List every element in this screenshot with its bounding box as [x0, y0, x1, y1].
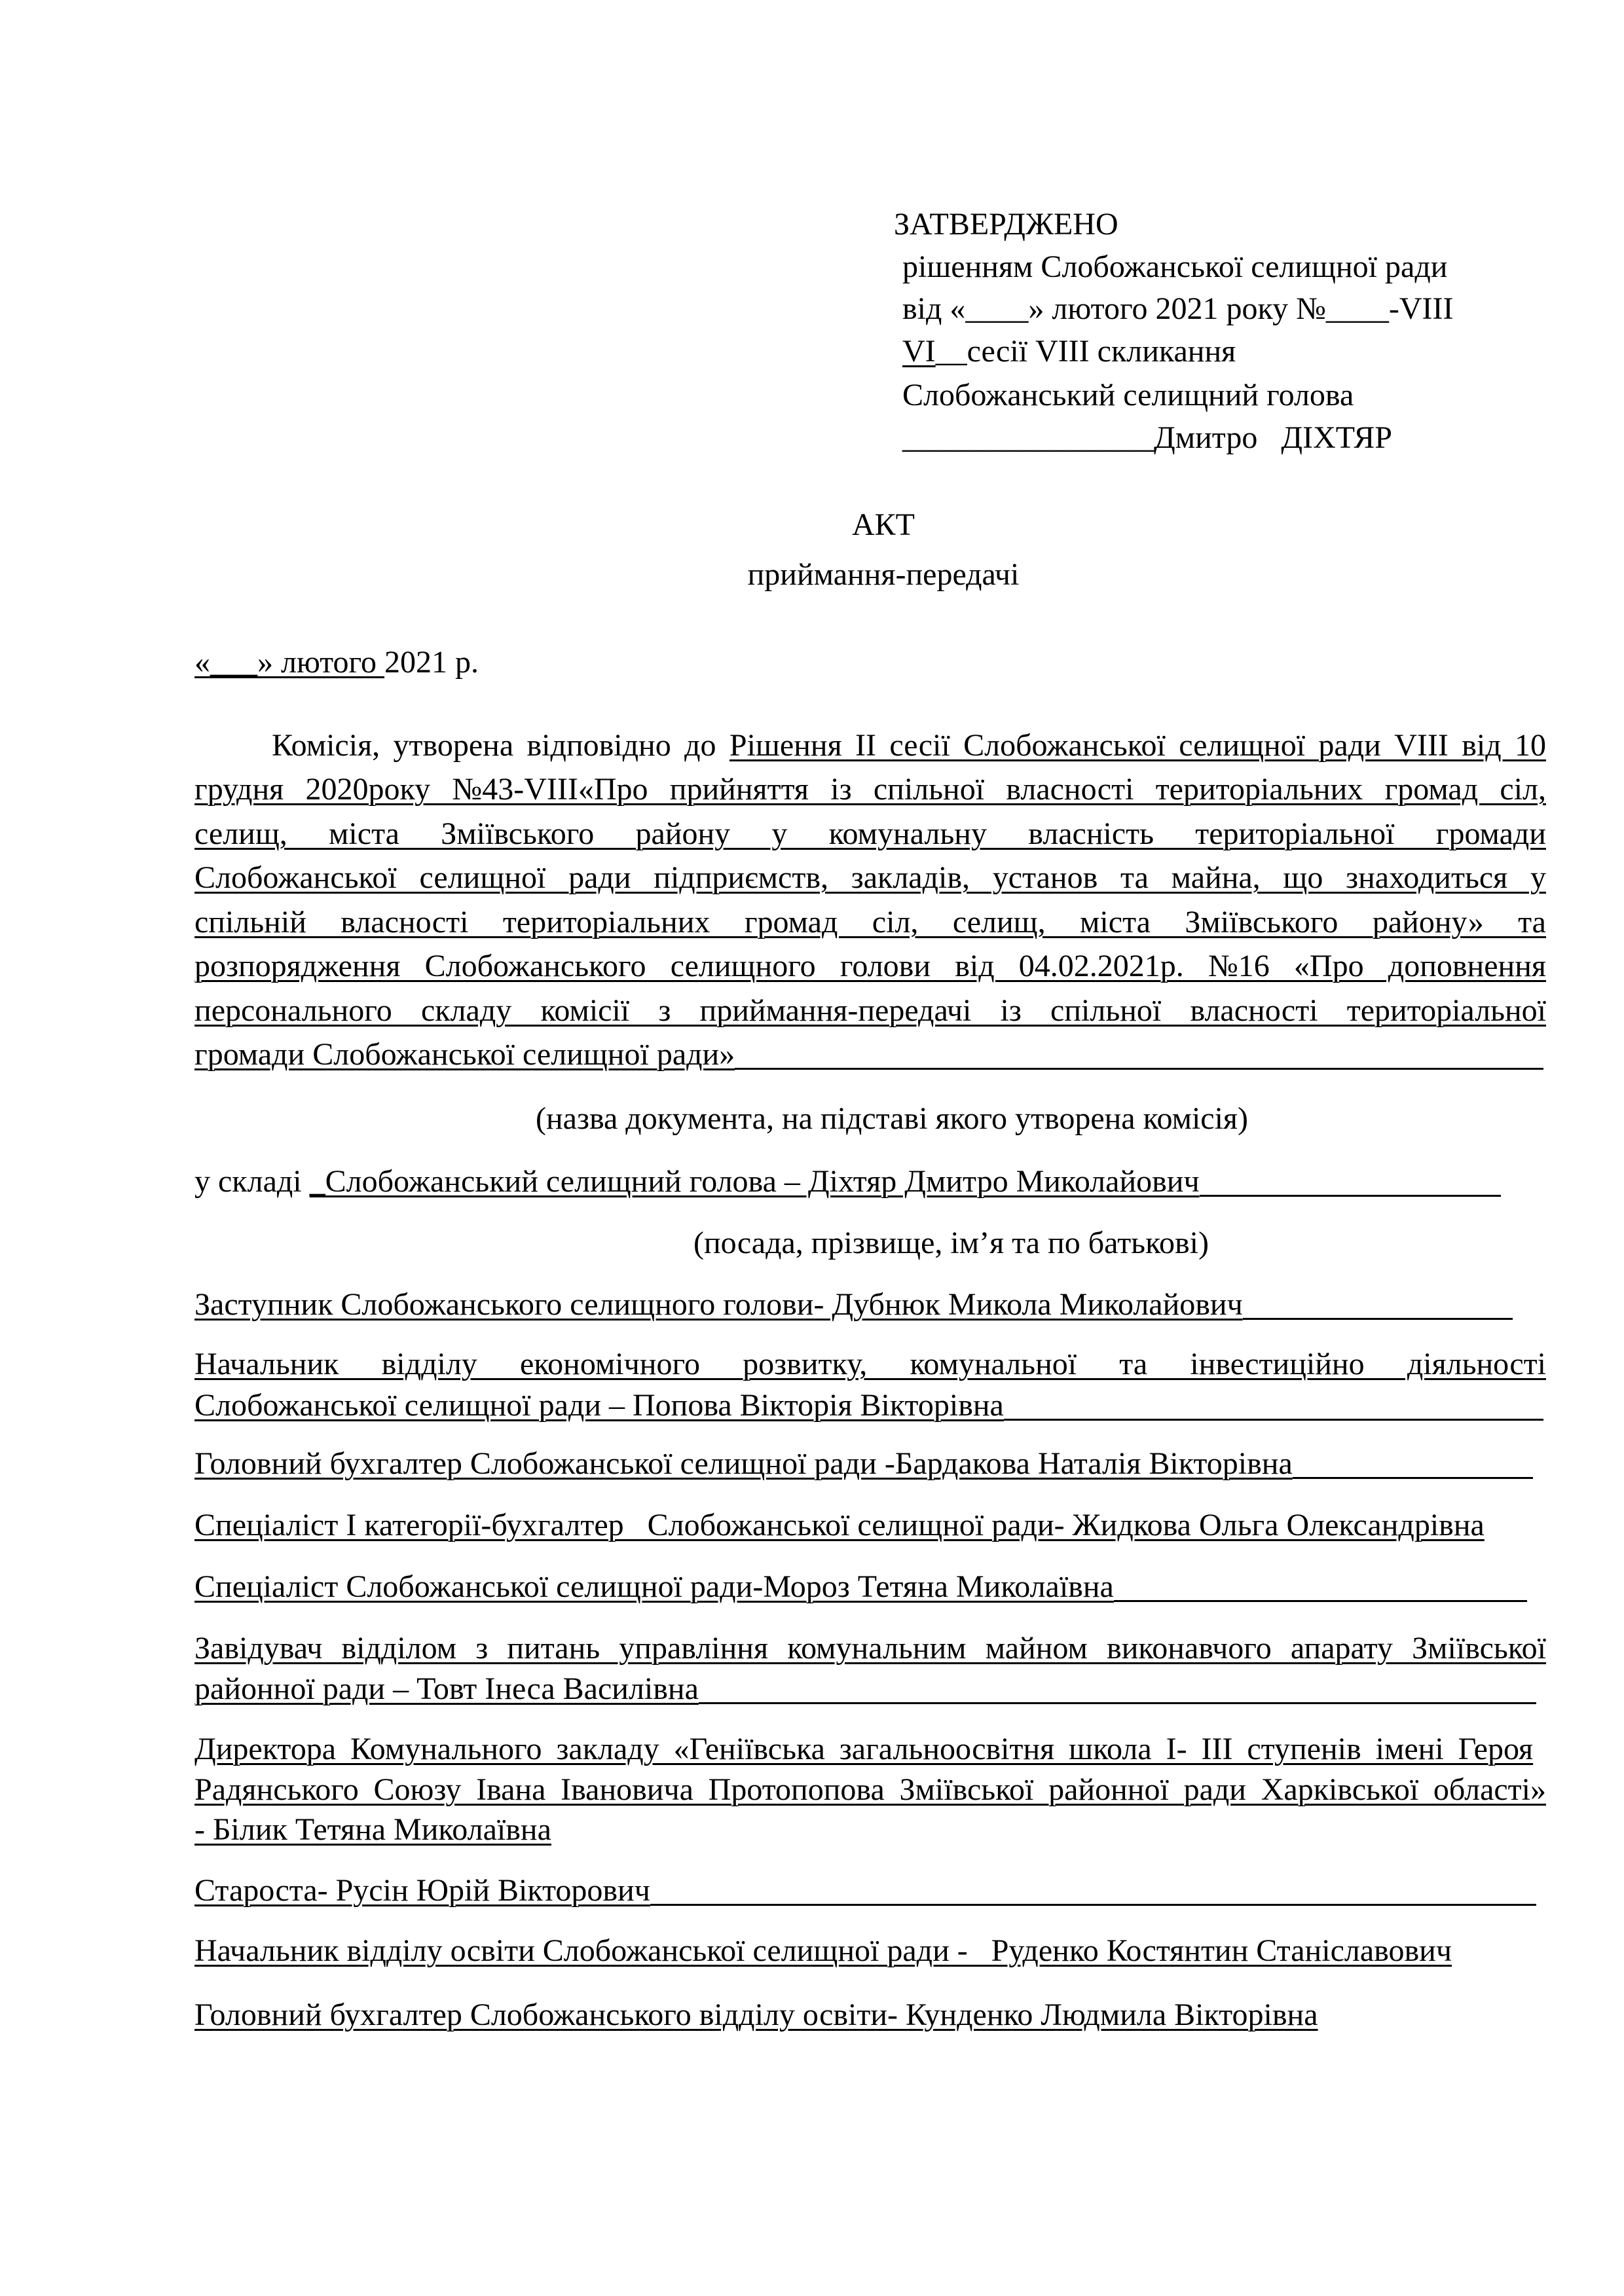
signatory-name: Дмитро ДІХТЯР	[1154, 420, 1392, 455]
commission-line	[272, 723, 1546, 767]
signature-blank: ________________	[902, 420, 1154, 455]
act-subtitle: приймання-передачі	[747, 557, 1020, 592]
member-text: Староста- Русін Юрій Вікторович	[194, 1873, 650, 1908]
blank-fill-line	[1293, 1477, 1533, 1479]
member-item	[194, 1667, 1536, 1711]
blank-fill-line	[735, 1068, 1543, 1070]
member-item	[194, 1383, 1543, 1427]
member-item	[194, 1868, 1536, 1912]
commission-caption: (назва документа, на підставі якого утворена комісія)	[536, 1101, 1248, 1136]
commission-reference: Рішення ІІ сесії Слобожанської селищної ради VIII від 10	[729, 728, 1547, 763]
blank-fill-line	[1114, 1600, 1527, 1602]
date-day: «___»	[194, 645, 273, 680]
approval-line-session	[902, 330, 1236, 373]
blank-fill-line	[1200, 1195, 1501, 1197]
blank-fill-line	[1004, 1419, 1543, 1421]
member-item: Начальник відділу економічного розвитку, комунальної та інвестиційно діяльності	[194, 1347, 1546, 1381]
commission-line	[194, 1032, 1543, 1076]
approval-signature-line	[902, 416, 1392, 459]
blank-fill-line	[650, 1904, 1536, 1906]
member-item: Начальник відділу освіти Слобожанської селищної ради - Руденко Костянтин Станіславович	[194, 1933, 1452, 1968]
act-title: АКТ	[852, 507, 915, 542]
composition-prefix: у складі	[194, 1164, 310, 1199]
composition-caption: (посада, прізвище, ім’я та по батькові)	[693, 1226, 1209, 1260]
approval-line-decision: рішенням Слобожанської селищної ради	[902, 249, 1448, 284]
commission-line: Слобожанської селищної ради підприємств, закладів, установ та майна, що знаходиться у	[194, 860, 1546, 895]
commission-line: грудня 2020року №43-VIII«Про прийняття із спільної власності територіальних громад сіл,	[194, 772, 1546, 807]
member-item: Директора Комунального закладу «Геніївська загальноосвітня школа І- ІІІ ступенів імені Героя	[194, 1732, 1534, 1766]
member-item: Радянського Союзу Івана Івановича Протопопова Зміївської районної ради Харківської області»	[194, 1772, 1546, 1807]
composition-head: _Слобожанський селищний голова – Діхтяр Дмитро Миколайович	[309, 1164, 1200, 1199]
commission-line: селищ, міста Зміївського району у комунальну власність територіальної громади	[194, 816, 1546, 851]
member-text: Слобожанської селищної ради – Попова Вікторія Вікторівна	[194, 1388, 1004, 1423]
member-item	[194, 1565, 1527, 1609]
member-item: Спеціаліст І категорії-бухгалтер Слобожанської селищної ради- Жидкова Ольга Олександрівна	[194, 1508, 1485, 1542]
commission-intro: Комісія, утворена відповідно до	[272, 728, 729, 763]
date-month: лютого	[273, 645, 385, 680]
member-text: Спеціаліст Слобожанської селищної ради-Мороз Тетяна Миколаївна	[194, 1569, 1114, 1604]
commission-last-line: громади Слобожанської селищної ради»	[194, 1037, 735, 1072]
date-year: 2021 р.	[384, 645, 479, 680]
member-item	[194, 1283, 1513, 1326]
member-text: Головний бухгалтер Слобожанської селищної ради -Бардакова Наталія Вікторівна	[194, 1446, 1293, 1481]
member-text: районної ради – Товт Інеса Василівна	[194, 1671, 699, 1706]
blank-fill-line	[1243, 1318, 1513, 1320]
member-text: Заступник Слобожанського селищного голови- Дубнюк Микола Миколайович	[194, 1287, 1243, 1322]
composition-line	[194, 1159, 1501, 1203]
commission-line: спільній власності територіальних громад сіл, селищ, міста Зміївського району» та	[194, 905, 1546, 939]
member-item: Головний бухгалтер Слобожанського відділу освіти- Кунденко Людмила Вікторівна	[194, 1997, 1318, 2032]
session-number: VI	[902, 334, 936, 369]
commission-line: персонального складу комісії з приймання-передачі із спільної власності територіальної	[194, 993, 1546, 1028]
approval-line-date: від «____» лютого 2021 року №____-VIII	[902, 291, 1454, 326]
member-item	[194, 1442, 1533, 1485]
approval-line-head: Слобожанський селищний голова	[902, 378, 1354, 412]
blank-fill-line	[699, 1702, 1536, 1704]
member-item: - Білик Тетяна Миколаївна	[194, 1812, 551, 1847]
act-date	[194, 640, 1546, 684]
session-text: __сесії VIII скликання	[935, 334, 1236, 369]
approval-title: ЗАТВЕРДЖЕНО	[894, 207, 1118, 242]
member-item: Завідувач відділом з питань управління комунальним майном виконавчого апарату Зміївської	[194, 1631, 1546, 1666]
commission-line: розпорядження Слобожанського селищного голови від 04.02.2021р. №16 «Про доповнення	[194, 949, 1546, 983]
